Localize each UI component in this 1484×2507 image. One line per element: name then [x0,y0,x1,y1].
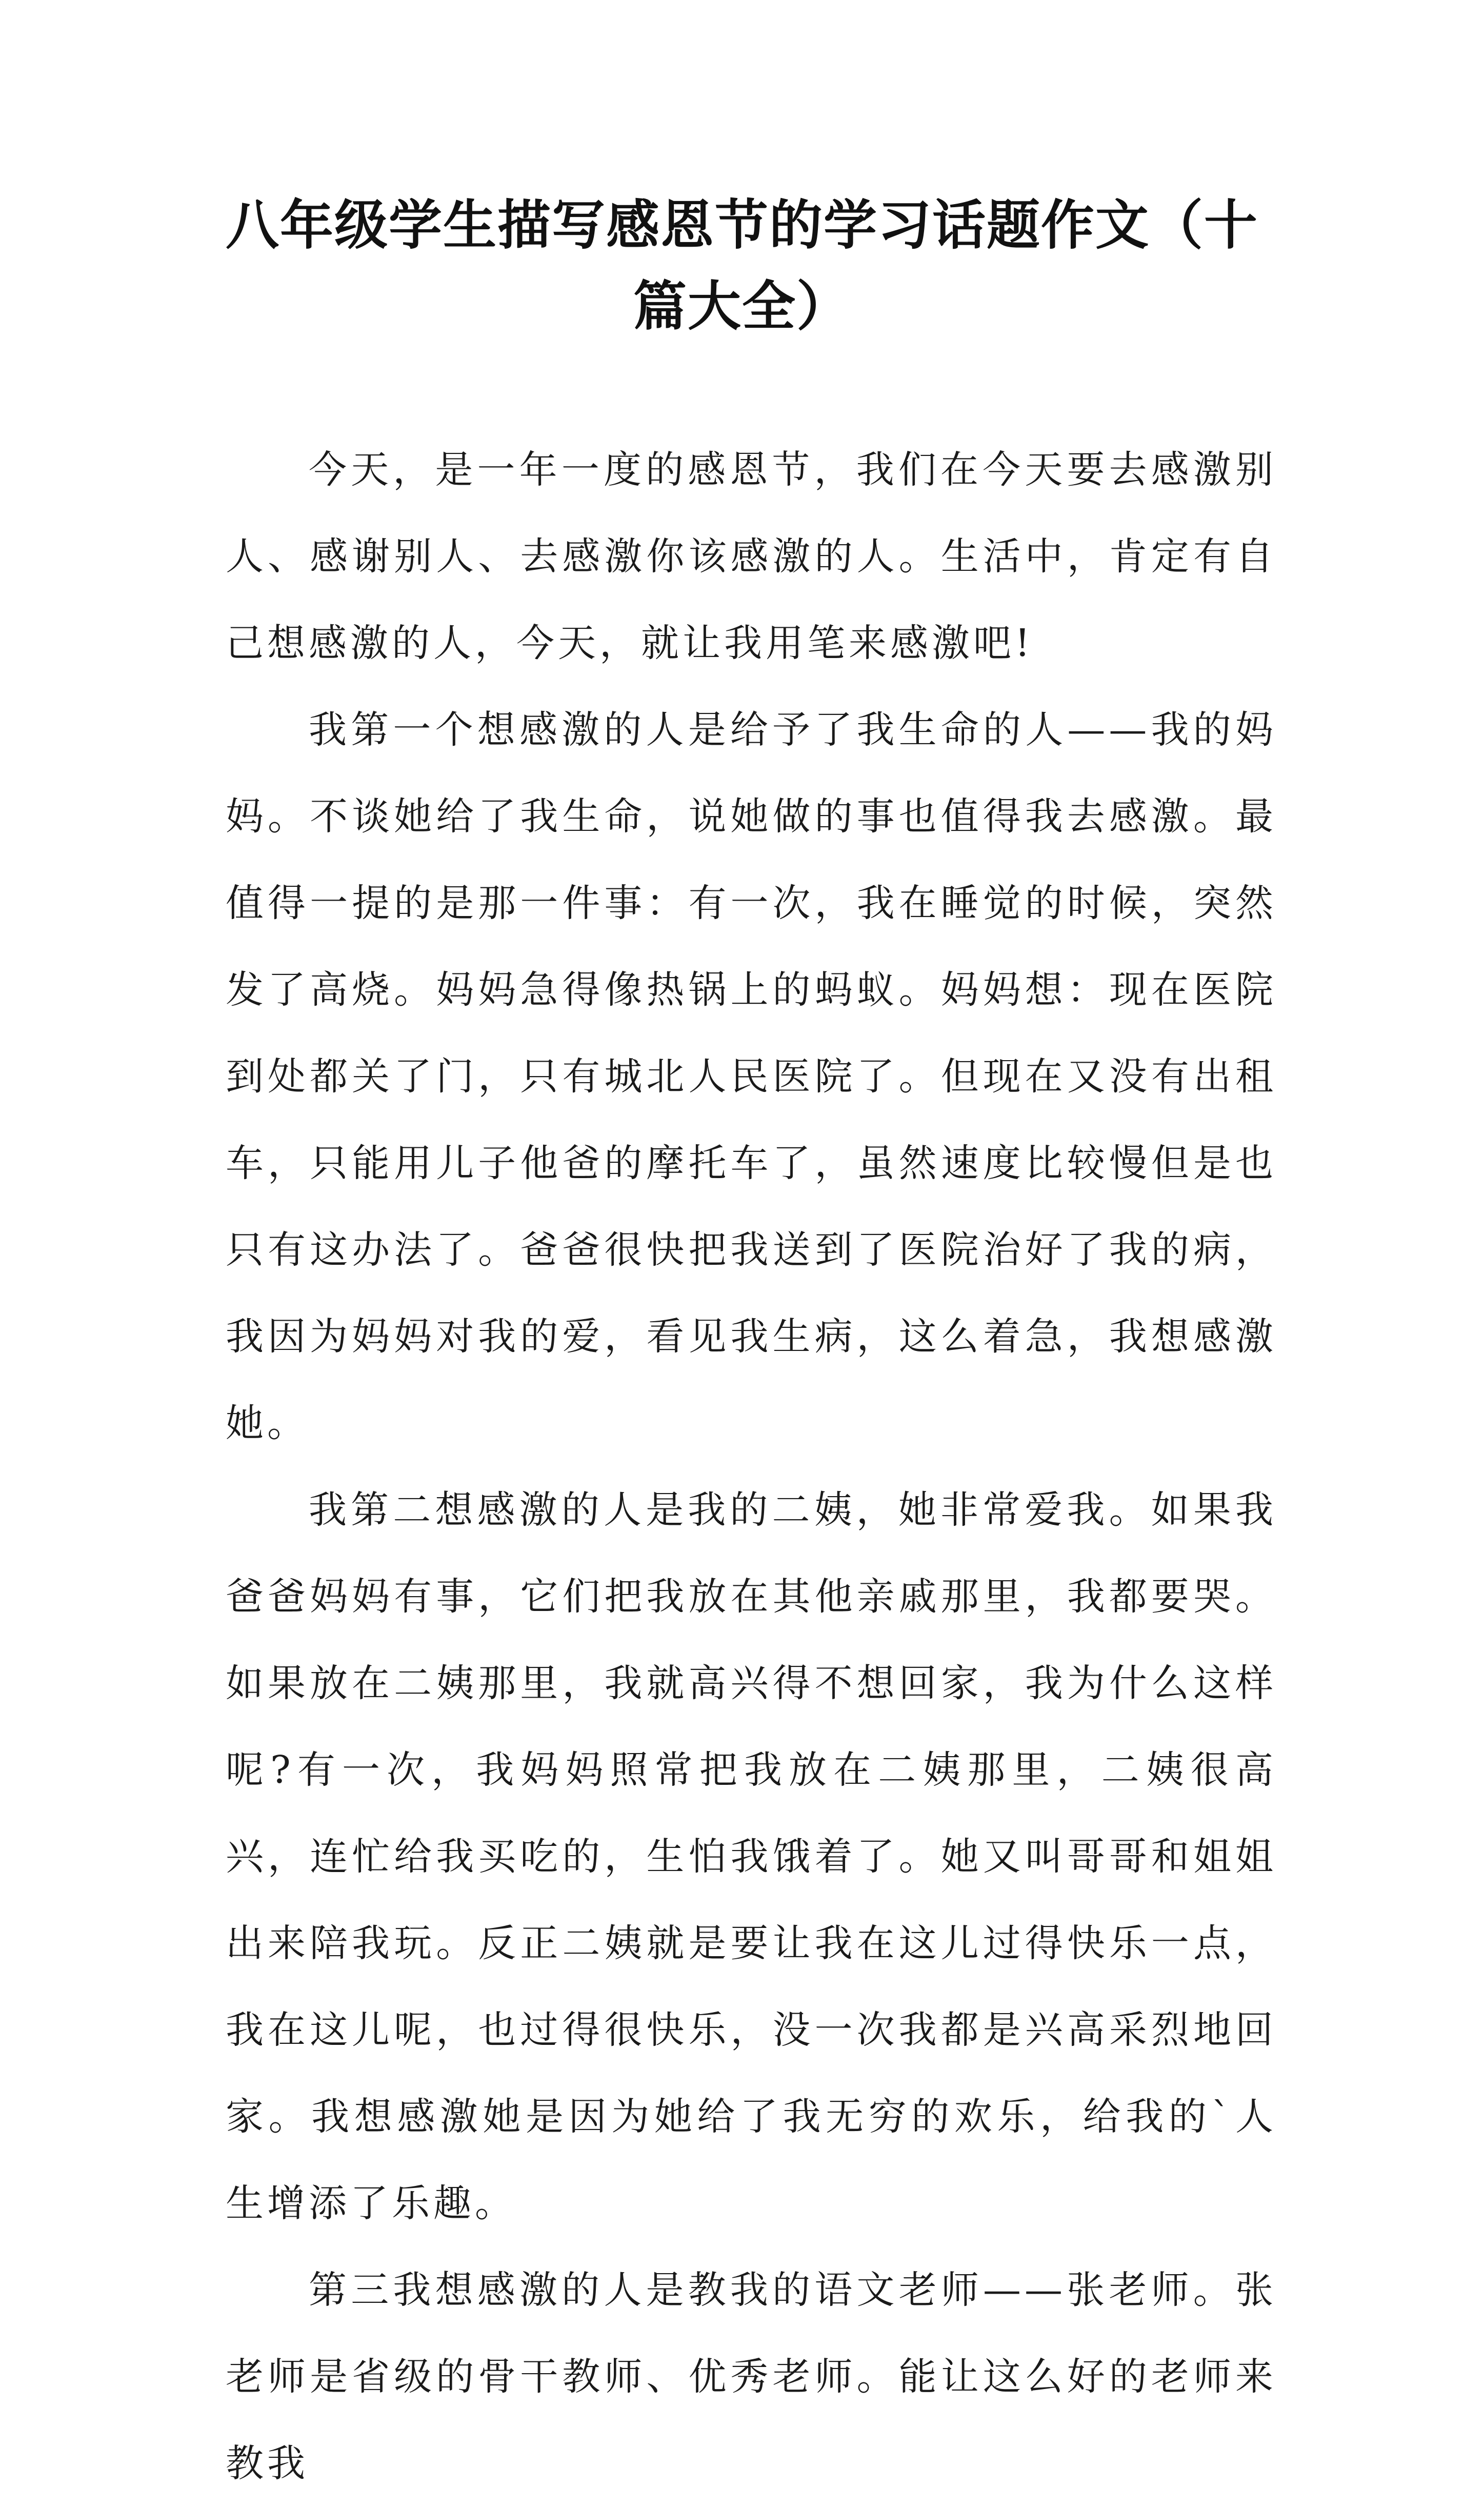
paragraph-2: 我第一个想感激的人是给予了我生命的人——我的妈妈。不谈她给了我生命，说她做的事也值得我去感激。最值得一提的是那一件事：有一次，我在睡觉的时候，突然发了高烧。妈妈急得像热锅上的蚂蚁。妈妈想：现在医院到处都关了门，只有城北人民医院了。但现在又没有出租车，只能用儿子他爸的摩托车了，虽然速度比较慢但是也只有这办法了。爸爸很快把我送到了医院治好了我的病，我因为妈妈对我的爱，看见我生病，这么着急，我想感激她。 [226,708,1277,1445]
paragraph-1: 今天，是一年一度的感恩节，我们在今天要去感激别人、感谢别人、去感激你该感激的人。生活中，肯定有自己想感激的人，今天，就让我用笔来感激吧! [226,448,1277,665]
document-title: 八年级学生描写感恩节的学习话题作文（十篇大全） [225,194,1258,337]
paragraph-4: 第三我想感激的人是教我的语文老师——张老师。张老师是省级的骨干教师、优秀老师。能让这么好的老师来教我 [226,2268,1277,2485]
document-body [226,427,1277,2507]
paragraph-3: 我第二想感激的人是我的二姨，她非常爱我。如果我爸爸妈妈有事，它们把我放在其他亲戚那里，我都要哭。如果放在二姨那里，我就高兴得不想回家，我为什么这样呢?有一次，我妈妈照常把我放在二姨那里，二姨很高兴，连忙给我买吃的，生怕我饿着了。她又叫哥哥和姐姐出来陪我玩。反正二姨就是要让我在这儿过得快乐一点，我在这儿呢，也过得很快乐，没一次我都是兴高采烈地回家。我想感激她是因为她给了我无穷的欢乐，给我的`人生增添了乐趣。 [226,1488,1277,2225]
